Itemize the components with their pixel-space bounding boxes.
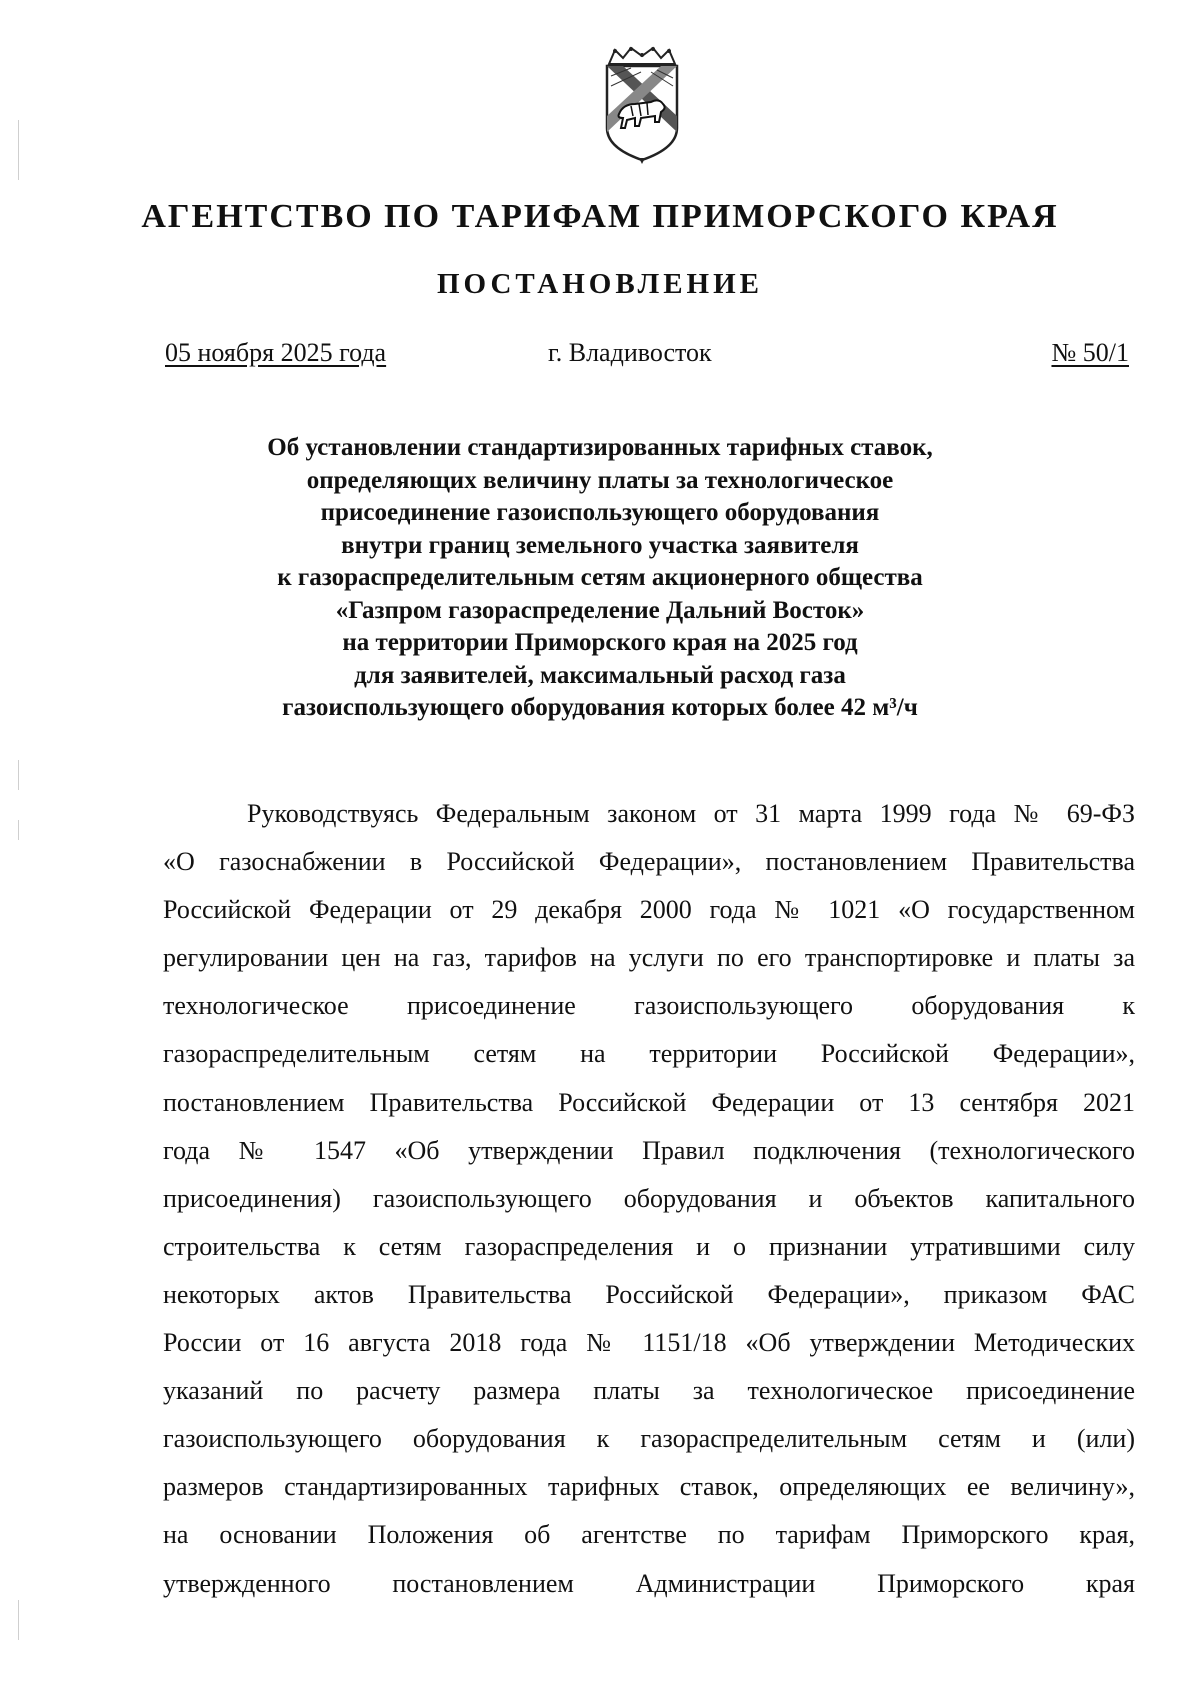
body-line: России от 16 августа 2018 года № 1151/18 «Об утверждении Методических (163, 1328, 1135, 1358)
agency-title: АГЕНТСТВО ПО ТАРИФАМ ПРИМОРСКОГО КРАЯ (141, 198, 1059, 235)
body-line: указаний по расчету размера платы за технологическое присоединение (163, 1376, 1135, 1406)
document-number: № 50/1 (1051, 338, 1129, 367)
document-subject (200, 432, 1000, 725)
body-line: Руководствуясь Федеральным законом от 31 марта 1999 года № 69-ФЗ (247, 799, 1135, 828)
body-line: на основании Положения об агентстве по тарифам Приморского края, (163, 1520, 1135, 1550)
body-line: регулировании цен на газ, тарифов на услуги по его транспортировке и платы за (163, 943, 1135, 973)
body-line: размеров стандартизированных тарифных ставок, определяющих ее величину», (163, 1472, 1135, 1502)
scan-artifact (18, 820, 19, 840)
subject-line: присоединение газоиспользующего оборудования (320, 499, 880, 526)
scan-artifact (18, 760, 19, 790)
body-line: технологическое присоединение газоиспользующего оборудования к (163, 991, 1135, 1021)
body-line: газоиспользующего оборудования к газораспределительным сетям и (или) (163, 1424, 1135, 1454)
body-line: постановлением Правительства Российской Федерации от 13 сентября 2021 (163, 1087, 1135, 1117)
coat-of-arms-icon (601, 46, 683, 164)
subject-line: определяющих величину платы за технологическое (306, 466, 894, 494)
subject-line: газоиспользующего оборудования которых более 42 м³/ч (282, 694, 918, 721)
subject-line: для заявителей, максимальный расход газа (354, 661, 846, 689)
body-line: Российской Федерации от 29 декабря 2000 года № 1021 «О государственном (163, 895, 1135, 925)
subject-line: внутри границ земельного участка заявителя (341, 531, 859, 559)
document-meta (165, 338, 1135, 374)
document-date: 05 ноября 2025 года (165, 338, 387, 367)
subject-line: к газораспределительным сетям акционерного общества (277, 564, 923, 591)
scan-artifact (18, 120, 19, 180)
subject-line: Об установлении стандартизированных тарифных ставок, (267, 434, 933, 461)
body-line: некоторых актов Правительства Российской Федерации», приказом ФАС (163, 1279, 1135, 1309)
body-line: присоединения) газоиспользующего оборудования и объектов капитального (163, 1183, 1135, 1213)
body-line: «О газоснабжении в Российской Федерации», постановлением Правительства (163, 847, 1135, 877)
subject-line: на территории Приморского края на 2025 год (342, 629, 858, 656)
subject-line: «Газпром газораспределение Дальний Восток» (335, 596, 865, 624)
body-line: года № 1547 «Об утверждении Правил подключения (технологического (163, 1135, 1135, 1165)
document-city: г. Владивосток (548, 338, 712, 367)
document-body (163, 790, 1135, 1608)
body-line: утвержденного постановлением Администрации Приморского края (163, 1568, 1135, 1598)
body-line: строительства к сетям газораспределения и о признании утратившими силу (163, 1231, 1135, 1261)
body-line: газораспределительным сетям на территории Российской Федерации», (163, 1039, 1135, 1069)
scan-artifact (18, 1600, 19, 1640)
document-type: ПОСТАНОВЛЕНИЕ (436, 268, 763, 300)
